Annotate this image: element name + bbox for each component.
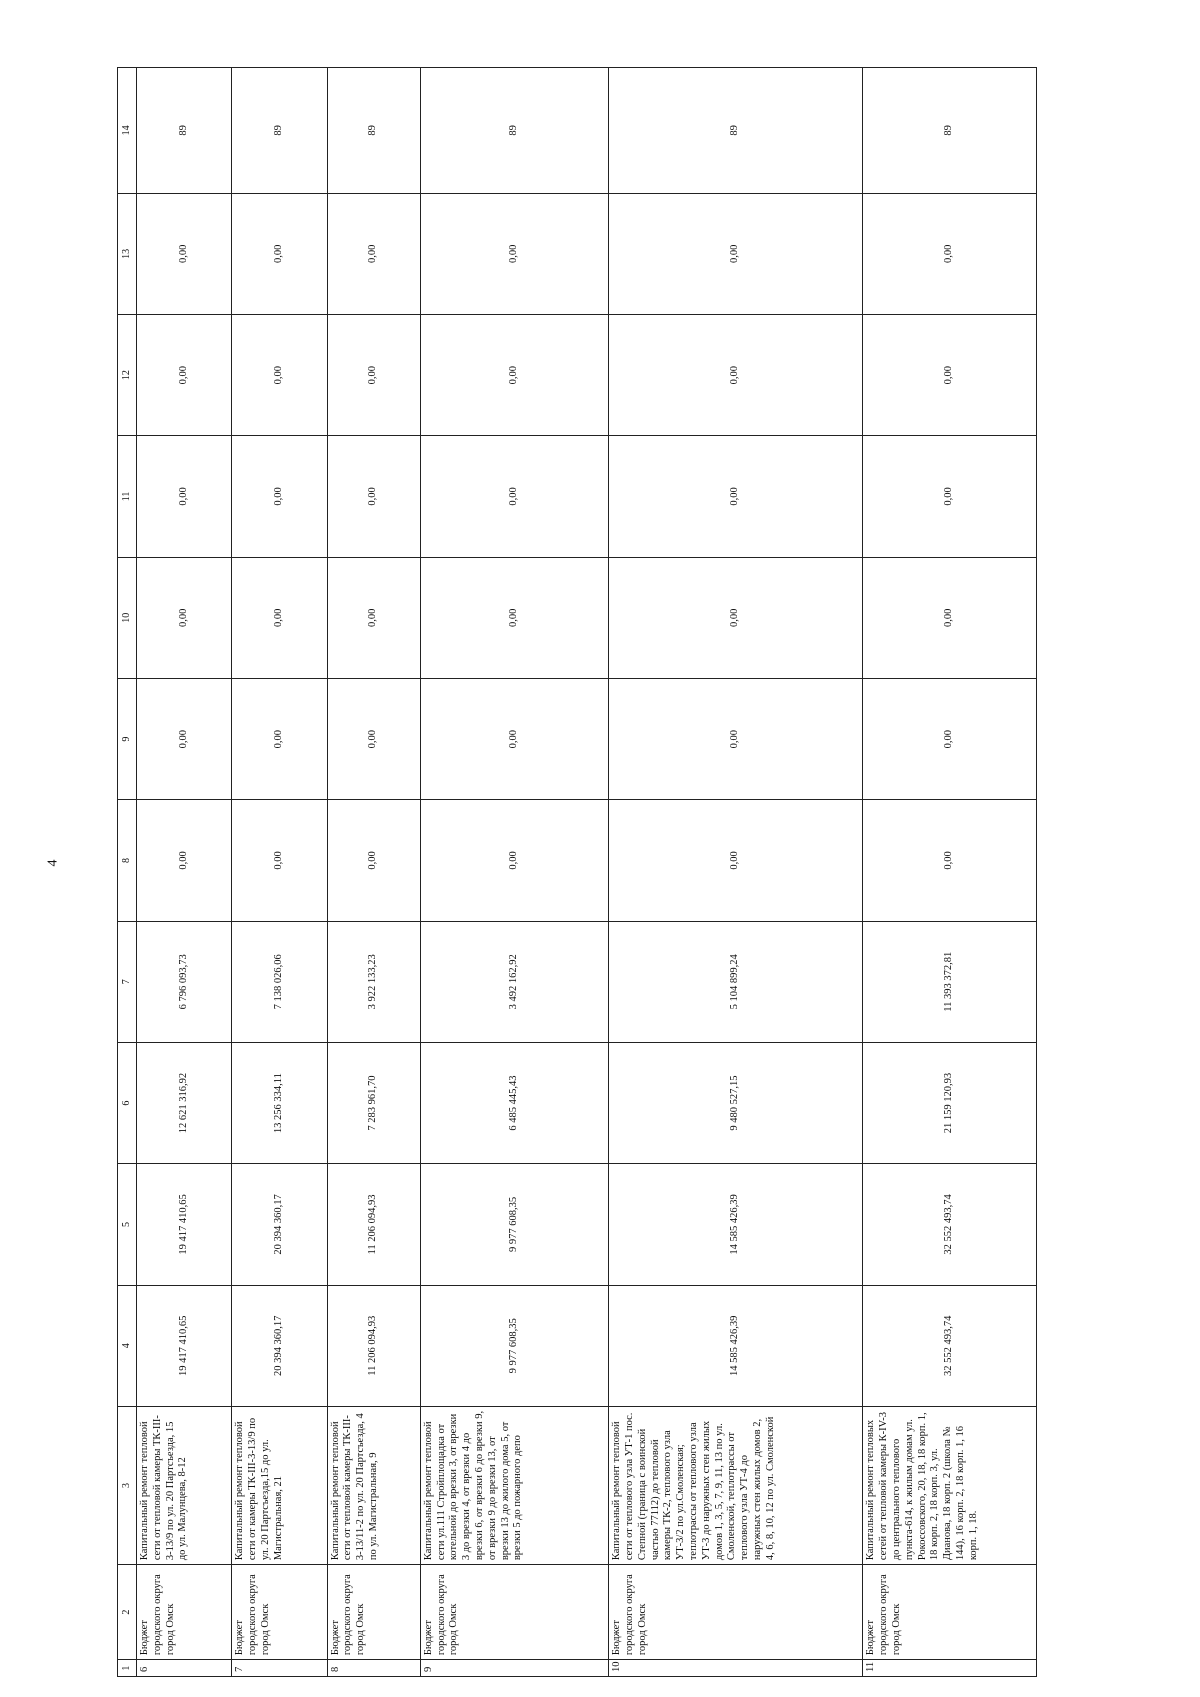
table-row: [232, 68, 327, 1677]
column-header: 14: [118, 68, 137, 194]
budget-table: [117, 67, 1037, 1677]
cell-col-5: 11 206 094,93: [327, 1164, 420, 1285]
cell-col-12: 0,00: [420, 314, 608, 435]
cell-col-12: 0,00: [232, 314, 327, 435]
cell-col-8: 0,00: [609, 800, 863, 921]
object-description: Капитальный ремонт тепловой сети от тепловой камеры ТК-III-3-13/9 по ул. 20 Партсъезда, 15 до ул. Малунцева, 8-12: [137, 1406, 232, 1564]
cell-col-12: 0,00: [863, 314, 1037, 435]
cell-col-13: 0,00: [863, 193, 1037, 314]
cell-col-11: 0,00: [863, 436, 1037, 557]
cell-col-9: 0,00: [327, 678, 420, 799]
cell-col-6: 7 283 961,70: [327, 1042, 420, 1163]
cell-col-14: 89: [420, 68, 608, 194]
cell-col-4: 11 206 094,93: [327, 1285, 420, 1406]
cell-col-14: 89: [137, 68, 232, 194]
column-header: 9: [118, 678, 137, 799]
cell-col-5: 9 977 608,35: [420, 1164, 608, 1285]
cell-col-12: 0,00: [137, 314, 232, 435]
cell-col-9: 0,00: [863, 678, 1037, 799]
funding-source: Бюджет городского округа город Омск: [327, 1565, 420, 1660]
cell-col-11: 0,00: [327, 436, 420, 557]
cell-col-7: 3 922 133,23: [327, 921, 420, 1042]
object-description: Капитальный ремонт тепловой сети от тепловой камеры ТК-III-3-13/11-2 по ул. 20 Партсъезда, 4 по ул. Магистральная, 9: [327, 1406, 420, 1564]
cell-col-11: 0,00: [137, 436, 232, 557]
funding-source: Бюджет городского округа город Омск: [420, 1565, 608, 1660]
funding-source: Бюджет городского округа город Омск: [137, 1565, 232, 1660]
cell-col-14: 89: [609, 68, 863, 194]
cell-col-10: 0,00: [609, 557, 863, 678]
cell-col-6: 21 159 120,93: [863, 1042, 1037, 1163]
cell-col-10: 0,00: [327, 557, 420, 678]
cell-col-13: 0,00: [232, 193, 327, 314]
cell-col-13: 0,00: [420, 193, 608, 314]
object-description: Капитальный ремонт тепловой сети от теплового узла УТ-1 пос. Степной (граница с воинской частью 77112) до тепловой камеры ТК-2, теплового узла УТ-3/2 по ул.Смоленская; теплотрассы от теплового узла УТ-3 до наружных стен жилых домов 1, 3, 5, 7, 9, 11, 13 по ул. Смоленской, теплотрассы от теплового узла УТ-4 до наружных стен жилых домов 2, 4, 6, 8, 10, 12 по ул. Смоленской: [609, 1406, 863, 1564]
row-number: 11: [863, 1660, 1037, 1677]
cell-col-7: 5 104 899,24: [609, 921, 863, 1042]
cell-col-5: 20 394 360,17: [232, 1164, 327, 1285]
cell-col-11: 0,00: [232, 436, 327, 557]
cell-col-6: 6 485 445,43: [420, 1042, 608, 1163]
cell-col-9: 0,00: [609, 678, 863, 799]
cell-col-11: 0,00: [609, 436, 863, 557]
cell-col-4: 20 394 360,17: [232, 1285, 327, 1406]
cell-col-4: 19 417 410,65: [137, 1285, 232, 1406]
column-header: 5: [118, 1164, 137, 1285]
object-description: Капитальный ремонт тепловой сети ул.111 Стройплощадка от котельной до врезки 3, от врезки 3 до врезки 4, от врезки 4 до врезки 6, от врезки 6 до врезки 9, от врезки 9 до врезки 13, от врезки 13 до жилого дома 5, от врезки 5 до пожарного депо: [420, 1406, 608, 1564]
table-row: [420, 68, 608, 1677]
column-header: 7: [118, 921, 137, 1042]
row-number: 7: [232, 1660, 327, 1677]
cell-col-14: 89: [327, 68, 420, 194]
table-row: [327, 68, 420, 1677]
cell-col-13: 0,00: [327, 193, 420, 314]
column-number-row: [118, 68, 137, 1677]
cell-col-11: 0,00: [420, 436, 608, 557]
table-row: [863, 68, 1037, 1677]
cell-col-8: 0,00: [232, 800, 327, 921]
cell-col-10: 0,00: [137, 557, 232, 678]
cell-col-4: 14 585 426,39: [609, 1285, 863, 1406]
cell-col-9: 0,00: [137, 678, 232, 799]
cell-col-7: 3 492 162,92: [420, 921, 608, 1042]
cell-col-7: 6 796 093,73: [137, 921, 232, 1042]
cell-col-8: 0,00: [863, 800, 1037, 921]
cell-col-12: 0,00: [327, 314, 420, 435]
row-number: 6: [137, 1660, 232, 1677]
cell-col-9: 0,00: [420, 678, 608, 799]
cell-col-10: 0,00: [863, 557, 1037, 678]
table-row: [609, 68, 863, 1677]
cell-col-8: 0,00: [420, 800, 608, 921]
cell-col-4: 32 552 493,74: [863, 1285, 1037, 1406]
cell-col-12: 0,00: [609, 314, 863, 435]
cell-col-13: 0,00: [137, 193, 232, 314]
cell-col-10: 0,00: [232, 557, 327, 678]
funding-source: Бюджет городского округа город Омск: [863, 1565, 1037, 1660]
column-header: 12: [118, 314, 137, 435]
cell-col-14: 89: [232, 68, 327, 194]
cell-col-8: 0,00: [137, 800, 232, 921]
cell-col-5: 32 552 493,74: [863, 1164, 1037, 1285]
cell-col-6: 13 256 334,11: [232, 1042, 327, 1163]
object-description: Капитальный ремонт тепловых сетей от тепловой камеры К-IV-3 до центрального теплового пункта-614, к жилым домам ул. Рокоссовского, 20, 18, 18 корп. 1, 18 корп. 2, 18 корп. 3, ул. Дианова, 18 корп. 2 (школа № 144), 16 корп. 2, 18 корп. 1, 16 корп. 1, 18.: [863, 1406, 1037, 1564]
cell-col-13: 0,00: [609, 193, 863, 314]
column-header: 11: [118, 436, 137, 557]
row-number: 10: [609, 1660, 863, 1677]
cell-col-14: 89: [863, 68, 1037, 194]
column-header: 1: [118, 1660, 137, 1677]
rotated-table-container: [117, 67, 1037, 1677]
column-header: 2: [118, 1565, 137, 1660]
column-header: 6: [118, 1042, 137, 1163]
table-row: [137, 68, 232, 1677]
column-header: 4: [118, 1285, 137, 1406]
object-description: Капитальный ремонт тепловой сети от камеры ТК-III-3-13/9 по ул. 20 Партсъезда,15 до ул. Магистральная, 21: [232, 1406, 327, 1564]
row-number: 8: [327, 1660, 420, 1677]
cell-col-9: 0,00: [232, 678, 327, 799]
cell-col-6: 12 621 316,92: [137, 1042, 232, 1163]
column-header: 10: [118, 557, 137, 678]
cell-col-5: 14 585 426,39: [609, 1164, 863, 1285]
column-header: 13: [118, 193, 137, 314]
column-header: 8: [118, 800, 137, 921]
cell-col-7: 7 138 026,06: [232, 921, 327, 1042]
cell-col-8: 0,00: [327, 800, 420, 921]
row-number: 9: [420, 1660, 608, 1677]
funding-source: Бюджет городского округа город Омск: [232, 1565, 327, 1660]
column-header: 3: [118, 1406, 137, 1564]
cell-col-7: 11 393 372,81: [863, 921, 1037, 1042]
page-number: 4: [45, 859, 61, 867]
funding-source: Бюджет городского округа город Омск: [609, 1565, 863, 1660]
cell-col-4: 9 977 608,35: [420, 1285, 608, 1406]
cell-col-10: 0,00: [420, 557, 608, 678]
cell-col-6: 9 480 527,15: [609, 1042, 863, 1163]
cell-col-5: 19 417 410,65: [137, 1164, 232, 1285]
